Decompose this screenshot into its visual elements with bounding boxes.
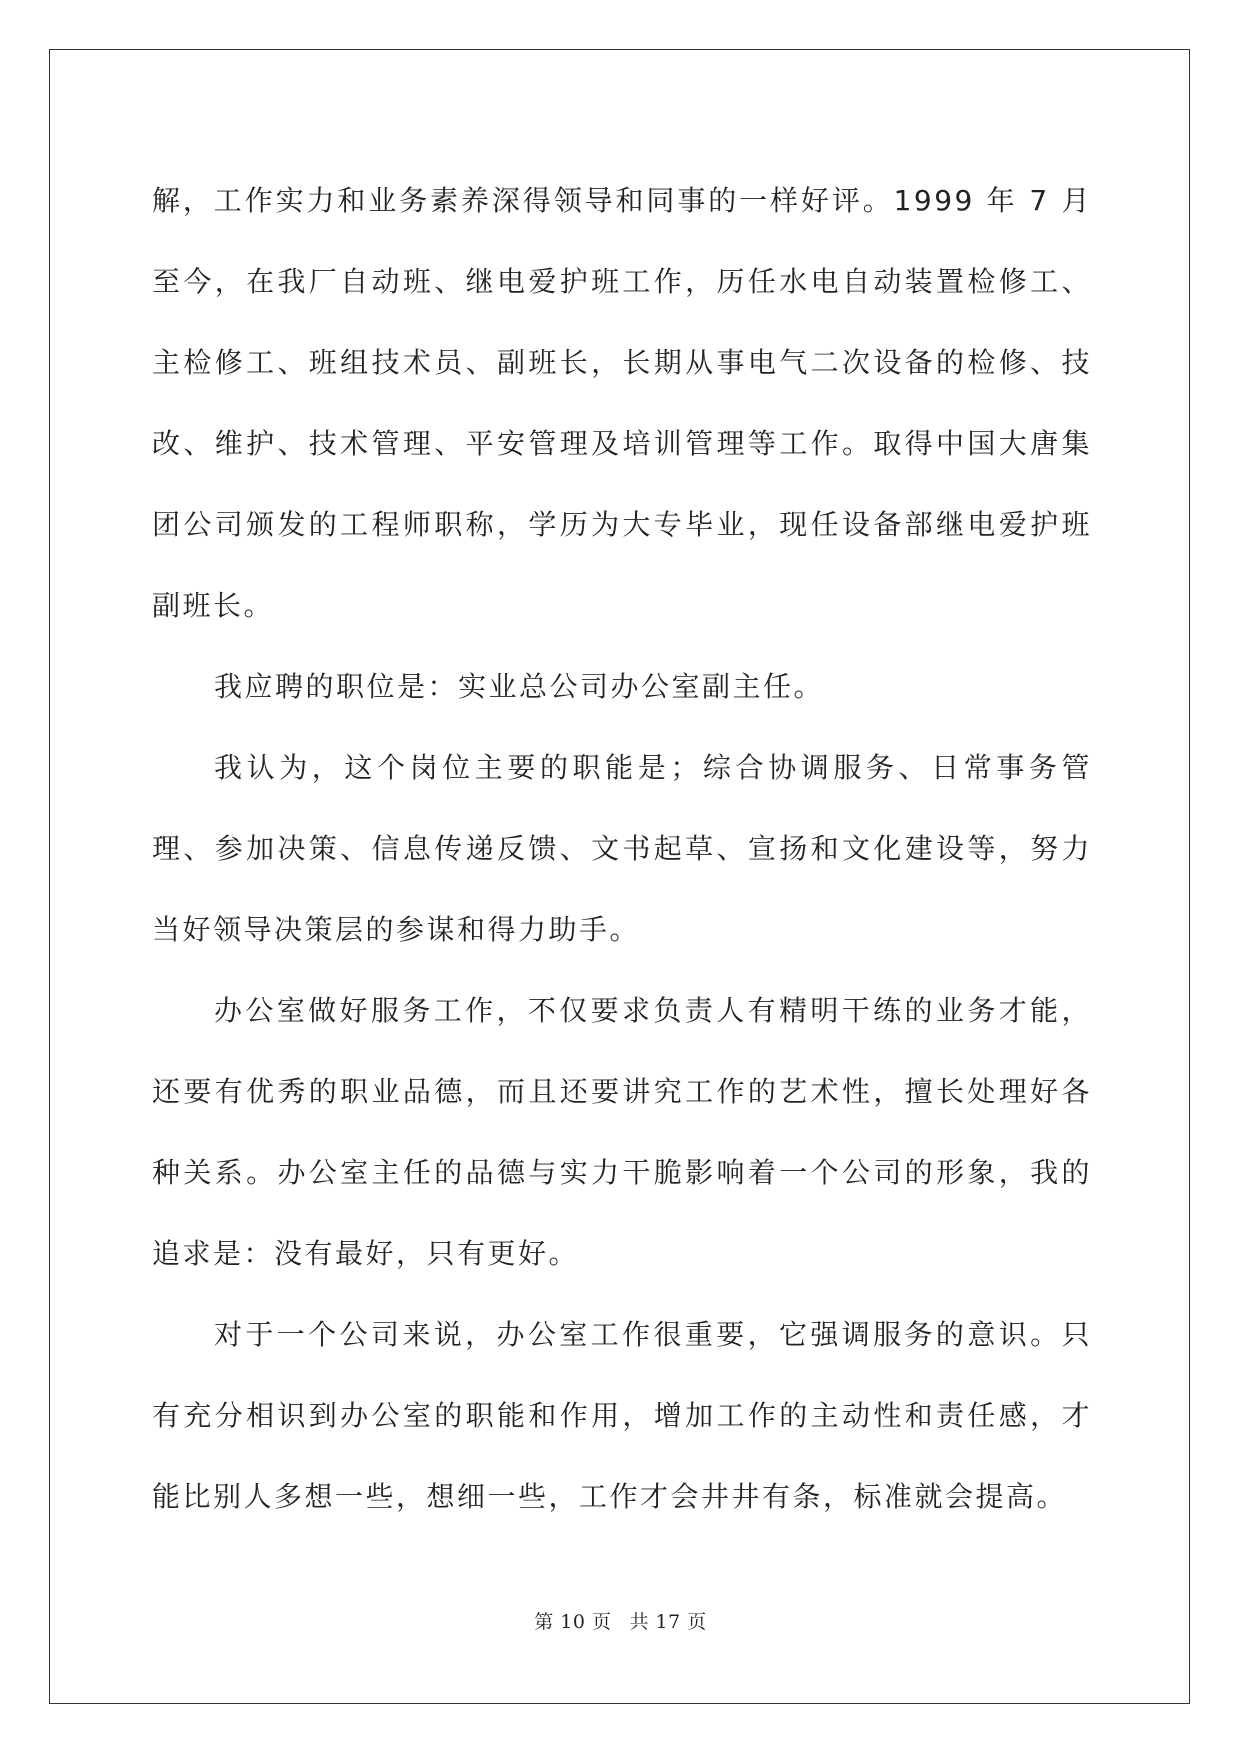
page-footer: [0, 1607, 1241, 1634]
document-body: [152, 160, 1092, 1537]
paragraph-3: 我认为，这个岗位主要的职能是；综合协调服务、日常事务管理、参加决策、信息传递反馈、文书起草、宣扬和文化建设等，努力当好领导决策层的参谋和得力助手。: [152, 751, 1092, 946]
paragraph-4: 办公室做好服务工作，不仅要求负责人有精明干练的业务才能，还要有优秀的职业品德，而且还要讲究工作的艺术性，擅长处理好各种关系。办公室主任的品德与实力干脆影响着一个公司的形象，我的追求是：没有最好，只有更好。: [152, 994, 1092, 1270]
paragraph-2: 我应聘的职位是：实业总公司办公室副主任。: [214, 670, 825, 703]
page-number: 第 10 页: [534, 1611, 612, 1633]
paragraph-1: 解，工作实力和业务素养深得领导和同事的一样好评。1999 年 7 月至今，在我厂自动班、继电爱护班工作，历任水电自动装置检修工、主检修工、班组技术员、副班长，长期从事电气二次设备的检修、技改、维护、技术管理、平安管理及培训管理等工作。取得中国大唐集团公司颁发的工程师职称，学历为大专毕业，现任设备部继电爱护班副班长。: [152, 184, 1092, 622]
paragraph-5: 对于一个公司来说，办公室工作很重要，它强调服务的意识。只有充分相识到办公室的职能和作用，增加工作的主动性和责任感，才能比别人多想一些，想细一些，工作才会井井有条，标准就会提高。: [152, 1318, 1092, 1513]
page-total: 共 17 页: [629, 1611, 707, 1633]
